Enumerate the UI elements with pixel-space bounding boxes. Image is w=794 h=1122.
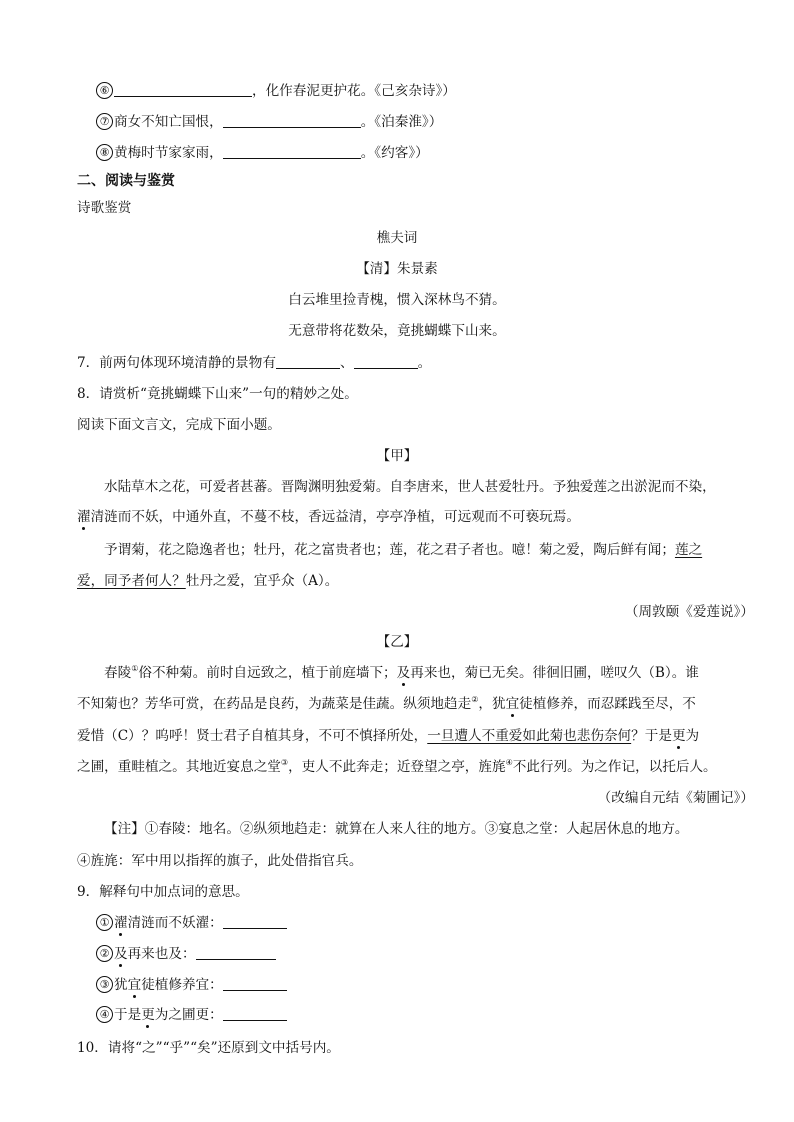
reading-intro: 阅读下面文言文，完成下面小题。 (77, 417, 281, 433)
item-number: ④ (96, 1006, 113, 1023)
item-number: ② (96, 945, 113, 962)
passage-text: ，犹 (478, 696, 506, 712)
item-number: ⑥ (96, 82, 113, 99)
poem-title: 樵夫词 (376, 230, 418, 246)
passage-text: 予谓菊，花之隐逸者也；牡丹，花之富贵者也；莲，花之君子者也。噫！菊之爱，陶后鲜有闻； (104, 542, 675, 558)
fill-text: 。《约客》） (360, 145, 429, 161)
passage-text: 爱惜（C）？呜呼！贤士君子自植其身，不可不慎择所处， (77, 728, 428, 744)
item-text: 犹 (114, 977, 128, 993)
poem-line-1: 白云堆里捡青槐，惯入深林鸟不猜。 (288, 292, 506, 308)
punct: 。 (417, 355, 432, 371)
answer-blank[interactable] (223, 1007, 287, 1021)
item-text: 再来也及： (127, 946, 196, 962)
yi-source: （改编自元结《菊圃记》） (597, 790, 754, 806)
yi-line-4 (77, 758, 717, 776)
answer-blank[interactable] (114, 83, 252, 97)
item-number: ③ (96, 976, 113, 993)
question-text: 7．前两句体现环境清静的景物有 (77, 355, 276, 371)
yi-line-2 (77, 695, 696, 713)
fill-item-7 (96, 113, 442, 131)
question-9: 9．解释句中加点词的意思。 (77, 884, 249, 900)
dotted-word: 更 (671, 728, 686, 744)
dotted-word: 宜 (127, 977, 142, 993)
question-7 (77, 354, 431, 372)
item-number: ⑦ (96, 113, 113, 130)
dotted-word: 宜 (505, 696, 520, 712)
item-number: ⑧ (96, 144, 113, 161)
item-text: 为之圃更： (154, 1007, 223, 1023)
passage-text: 俗不种菊。前时自远致之，植于前庭墙下； (138, 665, 397, 681)
answer-blank[interactable] (223, 977, 287, 991)
item-text: 徒植修养宜： (141, 977, 223, 993)
jia-line-2 (77, 508, 580, 526)
underlined-sentence: 莲之 (674, 542, 703, 558)
fill-text: 。《泊秦淮》） (360, 114, 443, 130)
passage-text: ？于是 (631, 728, 672, 744)
jia-source: （周敦颐《爱莲说》） (624, 604, 754, 620)
separator: 、 (339, 355, 354, 371)
fill-text: ，化作春泥更护花。《己亥杂诗》） (252, 83, 456, 99)
q9-item-3 (96, 976, 287, 994)
fill-text: 黄梅时节家家雨， (114, 145, 223, 161)
dotted-word: 濯 (114, 915, 128, 931)
note-line-1: 【注】①春陵：地名。②纵须地趋走：就算在人来人往的地方。③宴息之堂：人起居休息的地方。 (104, 821, 689, 837)
dotted-word: 及 (114, 946, 128, 962)
passage-text: 牡丹之爱，宜乎众（A）。 (185, 573, 339, 589)
footnote-mark: ③ (280, 758, 289, 767)
section-subheading: 诗歌鉴赏 (77, 200, 132, 216)
jia-line-3 (104, 541, 702, 559)
answer-blank[interactable] (276, 355, 340, 369)
poem-author: 【清】朱景素 (356, 261, 438, 277)
jia-line-4 (77, 572, 338, 590)
answer-blank[interactable] (196, 946, 276, 960)
passage-jia-label: 【甲】 (376, 448, 418, 464)
footnote-mark: ② (471, 695, 479, 704)
passage-text: ，吏人不此奔走；近登望之亭，旌旄 (288, 759, 506, 775)
dotted-word: 更 (141, 1007, 155, 1023)
item-text: 清涟而不妖濯： (127, 915, 223, 931)
passage-text: 再来也，菊已无矣。徘徊旧圃，嗟叹久（B）。谁 (410, 665, 699, 681)
answer-blank[interactable] (223, 915, 287, 929)
footnote-mark: ④ (505, 758, 513, 767)
dotted-word: 濯 (77, 509, 91, 525)
passage-text: 清涟而不妖，中通外直，不蔓不枝，香远益清，亭亭净植，可远观而不可亵玩焉。 (90, 509, 580, 525)
passage-text: 徒植修养，而忍蹂践至尽，不 (519, 696, 696, 712)
jia-line-1: 水陆草木之花，可爱者甚蕃。晋陶渊明独爱菊。自李唐来，世人甚爱牡丹。予独爱莲之出淤泥而不染， (104, 479, 716, 495)
note-line-2: ④旌旄：军中用以指挥的旗子，此处借指官兵。 (77, 853, 363, 869)
q9-item-2 (96, 945, 276, 963)
q9-item-1 (96, 914, 287, 932)
passage-text: 为 (685, 728, 700, 744)
answer-blank[interactable] (223, 114, 361, 128)
question-8: 8．请赏析“竟挑蝴蝶下山来”一句的精妙之处。 (77, 386, 358, 402)
yi-line-1 (104, 664, 699, 682)
passage-text: 春陵 (104, 665, 132, 681)
dotted-word: 及 (396, 665, 411, 681)
passage-text: 不此行列。为之作记，以托后人。 (512, 759, 717, 775)
yi-line-3 (77, 727, 699, 745)
item-text: 于是 (114, 1007, 142, 1023)
fill-item-8 (96, 144, 429, 162)
passage-yi-label: 【乙】 (376, 634, 418, 650)
passage-text: 之圃，重畦植之。其地近宴息之堂 (77, 759, 281, 775)
item-number: ① (96, 914, 113, 931)
underlined-sentence: 爱，同予者何人？ (77, 573, 186, 589)
section-heading: 二、阅读与鉴赏 (77, 173, 175, 189)
answer-blank[interactable] (223, 145, 361, 159)
q9-item-4 (96, 1006, 287, 1024)
fill-item-6 (96, 82, 456, 100)
fill-text: 商女不知亡国恨， (114, 114, 223, 130)
footnote-mark: ① (131, 664, 139, 673)
passage-text: 不知菊也？芳华可赏，在药品是良药，为蔬菜是佳蔬。纵须地趋走 (77, 696, 472, 712)
underlined-sentence: 一旦遭人不重爱如此菊也悲伤奈何 (427, 728, 632, 744)
question-10: 10．请将“之”“乎”“矣”还原到文中括号内。 (77, 1040, 340, 1056)
poem-line-2: 无意带将花数朵，竟挑蝴蝶下山来。 (288, 323, 506, 339)
answer-blank[interactable] (354, 355, 418, 369)
